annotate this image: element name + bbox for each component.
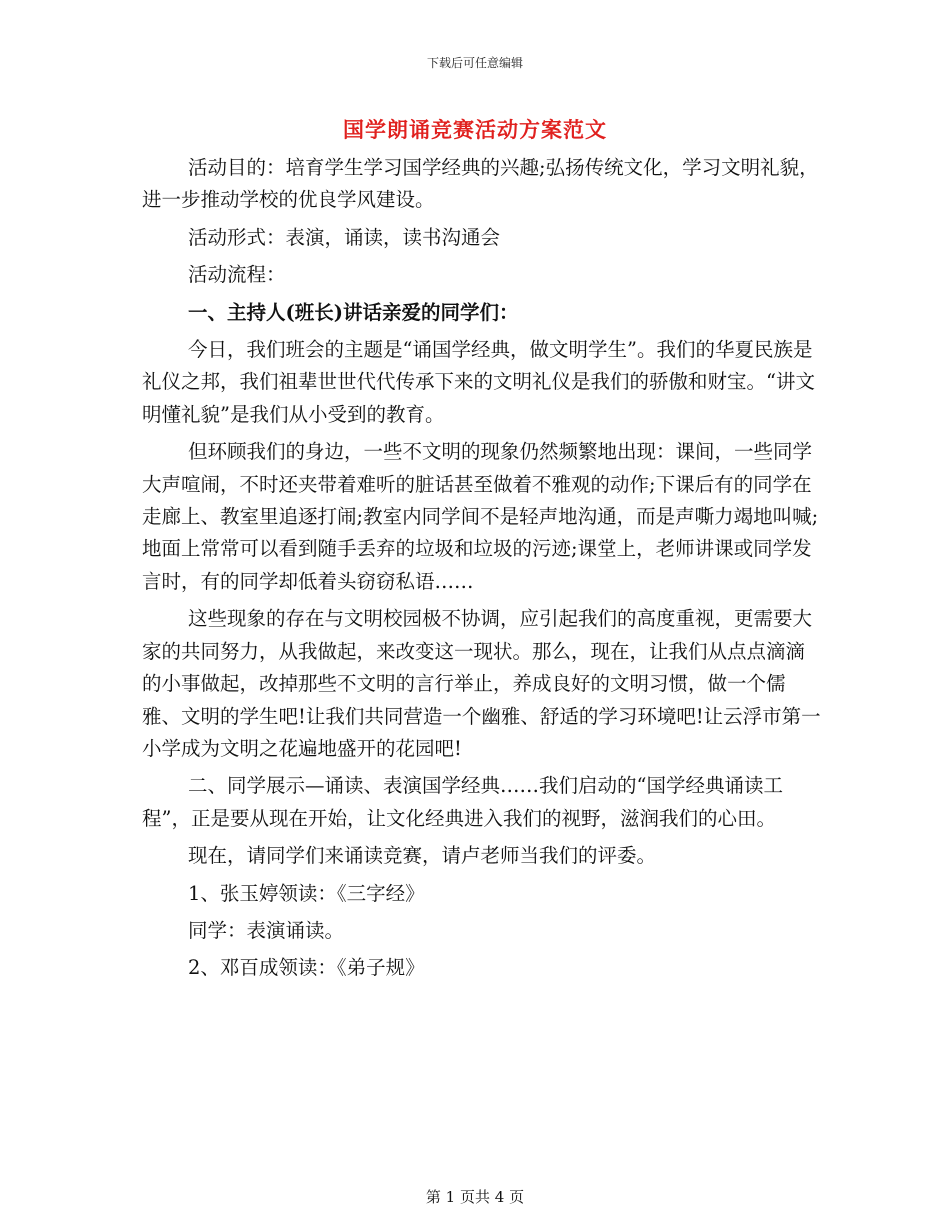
paragraph-theme: 今日，我们班会的主题是“诵国学经典，做文明学生”。我们的华夏民族是礼仪之邦，我们祖辈世世代代传承下来的文明礼仪是我们的骄傲和财宝。“讲文明懂礼貌”是我们从小受到的教育。 (142, 338, 815, 426)
page-footer: 第 1 页共 4 页 (425, 1188, 525, 1206)
paragraph-competition: 现在，请同学们来诵读竞赛，请卢老师当我们的评委。 (188, 844, 657, 868)
paragraph-process: 活动流程： (188, 263, 286, 287)
paragraph-purpose: 活动目的：培育学生学习国学经典的兴趣;弘扬传统文化，学习文明礼貌，进一步推动学校的优良学风建设。 (142, 156, 819, 212)
paragraph-showcase: 二、同学展示—诵读、表演国学经典……我们启动的“国学经典诵读工程”，正是要从现在开始，让文化经典进入我们的视野，滋润我们的心田。 (142, 774, 783, 830)
paragraph-format: 活动形式：表演，诵读，读书沟通会 (188, 225, 501, 249)
header-note: 下载后可任意编辑 (426, 56, 523, 70)
paragraph-call-to-action: 这些现象的存在与文明校园极不协调，应引起我们的高度重视，更需要大家的共同努力，从我做起，来改变这一现状。那么，现在，让我们从点点滴滴的小事做起，改掉那些不文明的言行举止，养成良好的文明习惯，做一个儒雅、文明的学生吧!让我们共同营造一个幽雅、舒适的学习环境吧!让云浮市第一小学成为文明之花遍地盛开的花园吧! (142, 607, 821, 760)
list-item-2: 2、邓百成领读：《弟子规》 (188, 956, 425, 980)
document-body (142, 152, 822, 985)
list-item-students: 同学：表演诵读。 (188, 918, 345, 942)
document-title: 国学朗诵竞赛活动方案范文 (343, 117, 607, 142)
section-heading-host: 一、主持人(班长)讲话亲爱的同学们： (188, 300, 519, 324)
paragraph-observations: 但环顾我们的身边，一些不文明的现象仍然频繁地出现：课间，一些同学大声喧闹，不时还夹带着难听的脏话甚至做着不雅观的动作;下课后有的同学在走廊上、教室里追逐打闹;教室内同学间不是轻声地沟通，而是声嘶力竭地叫喊;地面上常常可以看到随手丢弃的垃圾和垃圾的污迹;课堂上，老师讲课或同学发言时，有的同学却低着头窃窃私语…… (142, 440, 819, 593)
list-item-1: 1、张玉婷领读：《三字经》 (188, 881, 425, 905)
